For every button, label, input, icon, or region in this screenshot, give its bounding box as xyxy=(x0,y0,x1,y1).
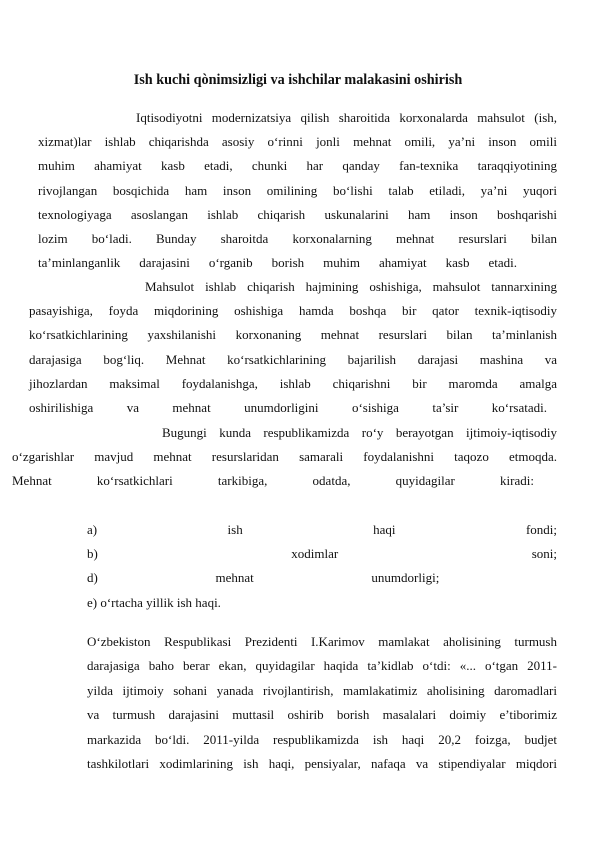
list-item-word: e) o‘rtacha yillik ish haqi. xyxy=(87,594,221,610)
list-item-word: ish xyxy=(227,522,243,537)
paragraph-1-line: rivojlangan bosqichida ham inson omilining bo‘lishi talab etiladi, ya’ni yuqori xyxy=(38,182,557,198)
paragraph-4-line: yilda ijtimoiy sohani yanada rivojlantirish, mamlakatimiz aholisining daromadlari xyxy=(87,682,557,698)
paragraph-3 xyxy=(12,421,557,494)
paragraph-2 xyxy=(29,275,557,420)
list-item-word: d) xyxy=(87,570,98,586)
page-title: Ish kuchi qònimsizligi va ishchilar malakasini oshirish xyxy=(133,72,463,88)
paragraph-4 xyxy=(87,630,557,776)
paragraph-3-line: Bugungi kunda respublikamizda ro‘y berayotgan ijtimoiy-iqtisodiy xyxy=(162,425,557,440)
list-item xyxy=(87,566,557,590)
list-item xyxy=(87,542,557,566)
paragraph-2-line: pasayishiga, foyda miqdorining oshishiga hamda boshqa bir qator texnik-iqtisodiy xyxy=(29,303,557,319)
paragraph-2-line: oshirilishiga va mehnat unumdorligini o‘sishiga ta’sir ko‘rsatadi. xyxy=(29,400,547,416)
paragraph-2-line: ko‘rsatkichlarining yaxshilanishi korxonaning mehnat resurslari bilan ta’minlanish xyxy=(29,327,557,343)
paragraph-4-line: O‘zbekiston Respublikasi Prezidenti I.Karimov mamlakat aholisining turmush xyxy=(87,634,557,649)
list-item-word: fondi; xyxy=(525,522,557,537)
paragraph-3-line: o‘zgarishlar mavjud mehnat resurslaridan samarali foydalanishni taqozo etmoqda. xyxy=(12,449,557,465)
paragraph-4-line: tashkilotlari xodimlarining ish haqi, pensiyalar, nafaqa va stipendiyalar miqdori xyxy=(87,756,557,772)
paragraph-2-line: jihozlardan maksimal foydalanishga, ishlab chiqarishni bir maromda amalga xyxy=(29,375,557,391)
list-item-word: unumdorligi; xyxy=(371,570,440,586)
paragraph-1-line: lozim bo‘ladi. Bunday sharoitda korxonalarning mehnat resurslari bilan xyxy=(38,231,557,247)
list-item-word: a) xyxy=(87,522,98,537)
paragraph-1-line: texnologiyaga asoslangan ishlab chiqarish uskunalarini ham inson boshqarishi xyxy=(38,206,557,222)
list-item-word: b) xyxy=(87,546,98,562)
paragraph-4-line: markazida bo‘ldi. 2011-yilda respublikamizda ish haqi 20,2 foizga, budjet xyxy=(87,731,557,747)
list-item-word: mehnat xyxy=(215,570,254,586)
paragraph-1-line: xizmat)lar ishlab chiqarishda asosiy o‘rinni jonli mehnat omili, ya’ni inson omili xyxy=(38,134,557,150)
list-item xyxy=(87,518,557,542)
indicator-list xyxy=(87,518,557,615)
paragraph-3-line: Mehnat ko‘rsatkichlari tarkibiga, odatda, quyidagilar kiradi: xyxy=(12,473,534,489)
paragraph-4-line: va turmush darajasini muttasil oshirib borish masalalari doimiy e’tiborimiz xyxy=(87,707,557,723)
list-item-word: xodimlar xyxy=(291,546,339,562)
paragraph-1-line: ta’minlanganlik darajasini o‘rganib borish muhim ahamiyat kasb etadi. xyxy=(38,255,517,271)
paragraph-2-line: Mahsulot ishlab chiqarish hajmining oshishiga, mahsulot tannarxining xyxy=(145,279,557,294)
paragraph-1-line: Iqtisodiyotni modernizatsiya qilish sharoitida korxonalarda mahsulot (ish, xyxy=(136,110,557,125)
paragraph-1 xyxy=(38,106,557,275)
paragraph-4-line: darajasiga baho berar ekan, quyidagilar haqida ta’kidlab o‘tdi: «... o‘tgan 2011- xyxy=(87,658,557,674)
list-item-word: haqi xyxy=(373,522,396,537)
list-item-word: soni; xyxy=(531,546,557,562)
paragraph-1-line: muhim ahamiyat kasb etadi, chunki har qanday fan-texnika taraqqiyotining xyxy=(38,158,557,174)
list-item xyxy=(87,591,557,615)
paragraph-2-line: darajasiga bog‘liq. Mehnat ko‘rsatkichlarining bajarilish darajasi mashina va xyxy=(29,351,557,367)
